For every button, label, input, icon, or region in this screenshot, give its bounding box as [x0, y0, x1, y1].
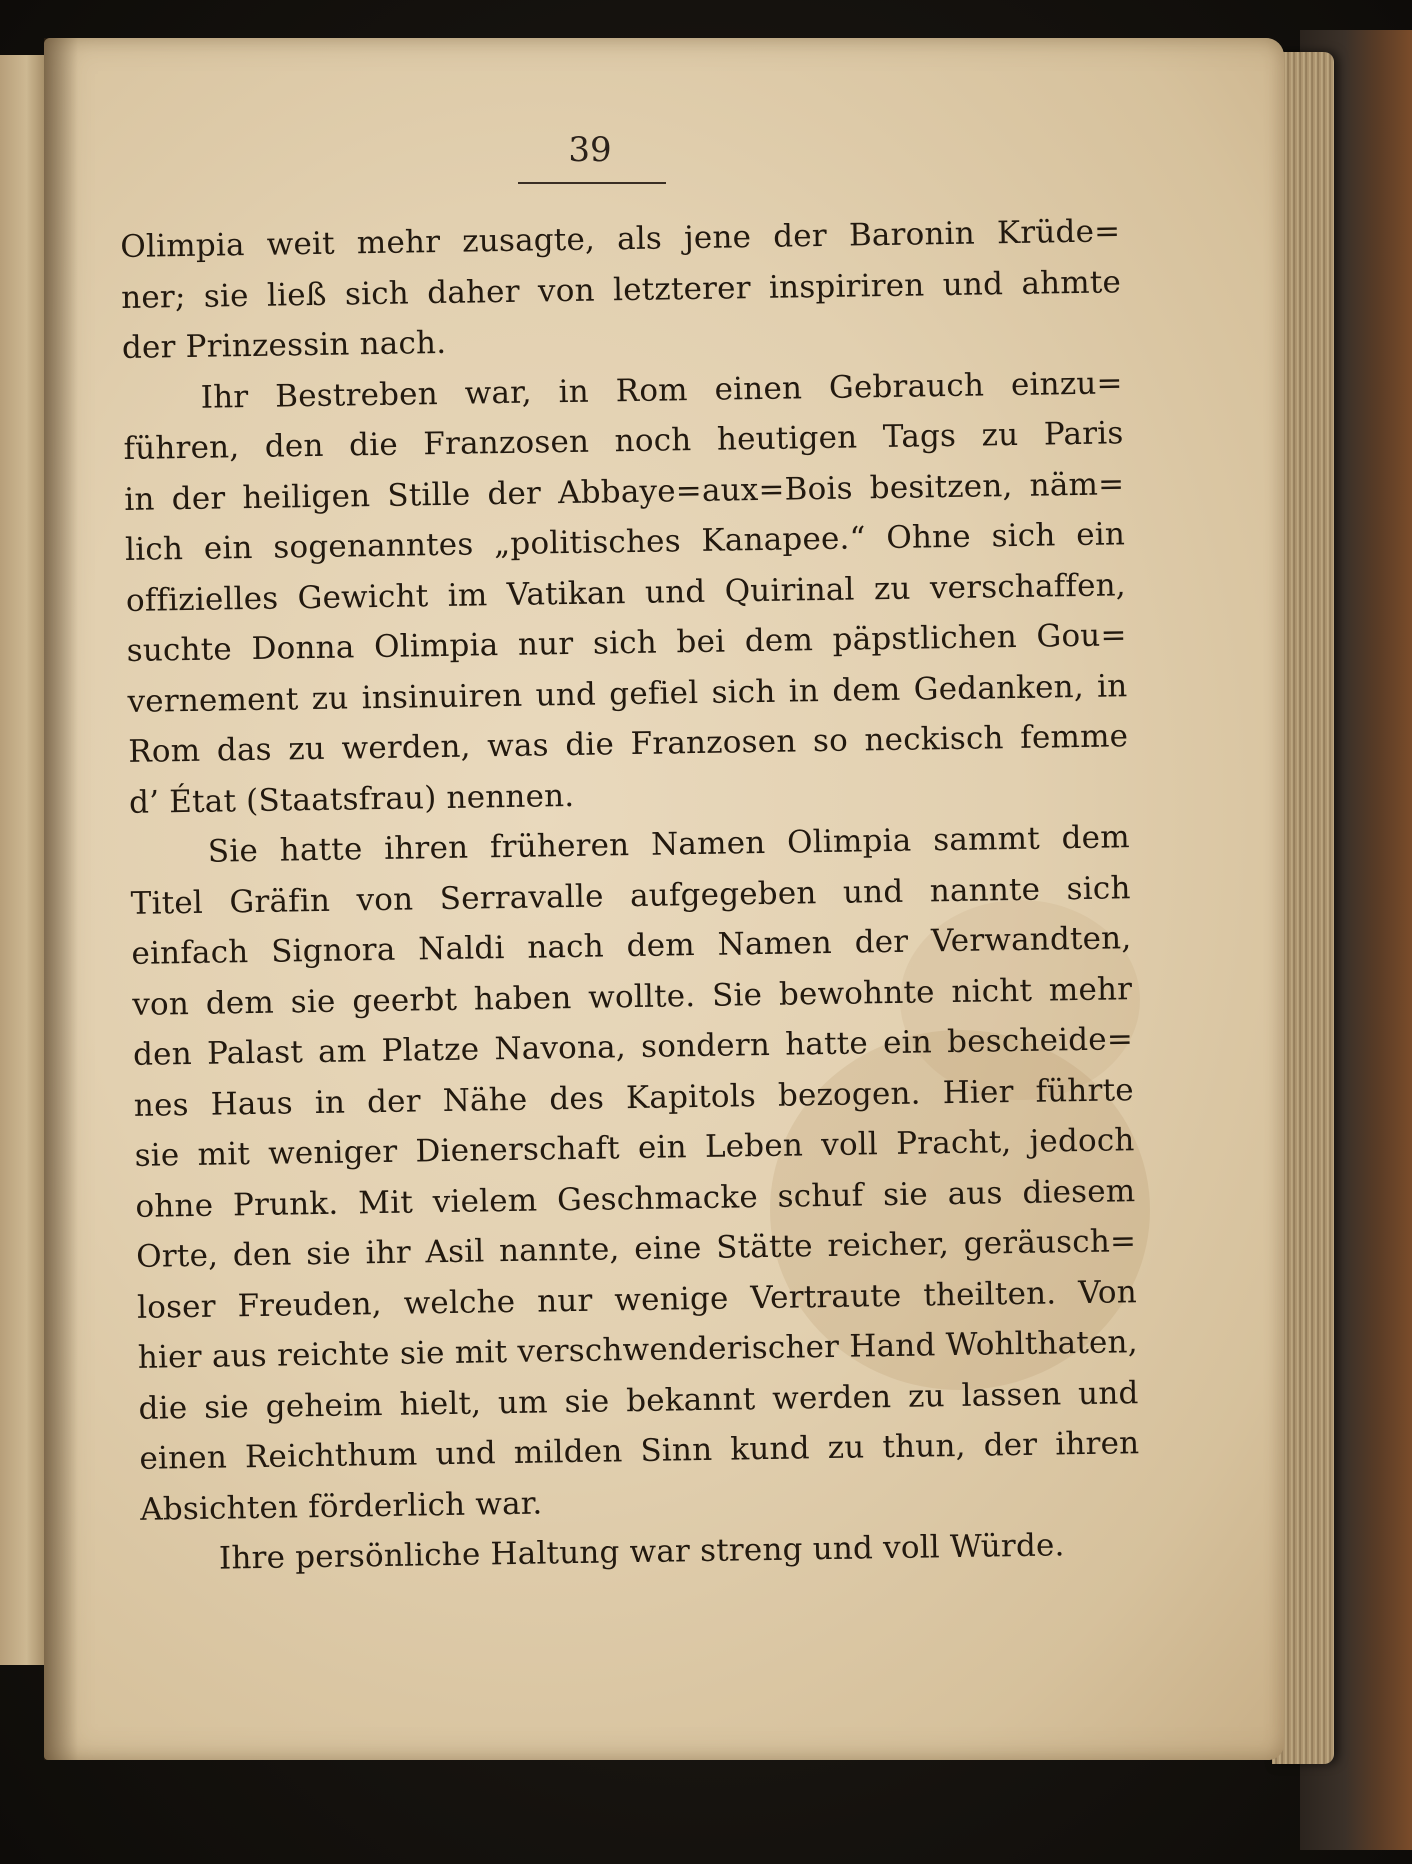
text-line: einfach Signora Naldi nach dem Namen der Verwandten,: [131, 920, 1132, 972]
text-line: der Prinzessin nach.: [121, 324, 447, 366]
text-line: Absichten förderlich war.: [139, 1485, 543, 1528]
header-rule: [518, 182, 666, 184]
text-line: den Palast am Platze Navona, sondern hatte ein bescheide=: [132, 1021, 1134, 1073]
page-number: 39: [568, 130, 612, 170]
text-line: in der heiligen Stille der Abbaye=aux=Bois besitzen, näm=: [124, 465, 1125, 518]
body-text: [120, 206, 1141, 1585]
text-line: suchte Donna Olimpia nur sich bei dem päpstlichen Gou=: [126, 617, 1127, 669]
text-line: führen, den die Franzosen noch heutigen Tags zu Paris: [123, 415, 1124, 467]
text-line: Sie hatte ihren früheren Namen Olimpia sammt dem: [207, 819, 1131, 870]
text-line: offizielles Gewicht im Vatikan und Quirinal zu verschaffen,: [125, 566, 1127, 619]
text-line: Orte, den sie ihr Asil nannte, eine Stätte reicher, geräusch=: [135, 1223, 1137, 1275]
text-line: ner; sie ließ sich daher von letzterer inspiriren und ahmte: [120, 263, 1122, 316]
text-line: von dem sie geerbt haben wollte. Sie bewohnte nicht mehr: [132, 970, 1133, 1023]
text-line: hier aus reichte sie mit verschwenderischer Hand Wohlthaten,: [137, 1324, 1139, 1376]
text-line: Rom das zu werden, was die Franzosen so neckisch femme: [128, 718, 1129, 770]
text-line: einen Reichthum und milden Sinn kund zu thun, der ihren: [139, 1425, 1140, 1477]
text-line: vernement zu insinuiren und gefiel sich in dem Gedanken, in: [127, 667, 1128, 720]
text-line: nes Haus in der Nähe des Kapitols bezogen. Hier führte: [133, 1071, 1135, 1124]
text-line: sie mit weniger Dienerschaft ein Leben voll Pracht, jedoch: [134, 1122, 1135, 1174]
text-line: ohne Prunk. Mit vielem Geschmacke schuf sie aus diesem: [135, 1172, 1136, 1225]
text-line: loser Freuden, welche nur wenige Vertraute theilten. Von: [136, 1273, 1138, 1326]
text-line: Ihr Bestreben war, in Rom einen Gebrauch einzu=: [200, 364, 1123, 416]
text-line: Olimpia weit mehr zusagte, als jene der Baronin Krüde=: [120, 213, 1121, 265]
text-line: d’ État (Staatsfrau) nennen.: [128, 777, 575, 821]
text-line: Titel Gräfin von Serravalle aufgegeben und nannte sich: [130, 869, 1131, 922]
gutter-shadow: [44, 38, 78, 1760]
text-line: die sie geheim hielt, um sie bekannt werden zu lassen und: [138, 1374, 1139, 1427]
text-line: lich ein sogenanntes „politisches Kanapee.“ Ohne sich ein: [124, 516, 1126, 568]
facing-page-edge: [0, 55, 48, 1665]
text-line: Ihre persönliche Haltung war streng und voll Würde.: [218, 1527, 1065, 1577]
